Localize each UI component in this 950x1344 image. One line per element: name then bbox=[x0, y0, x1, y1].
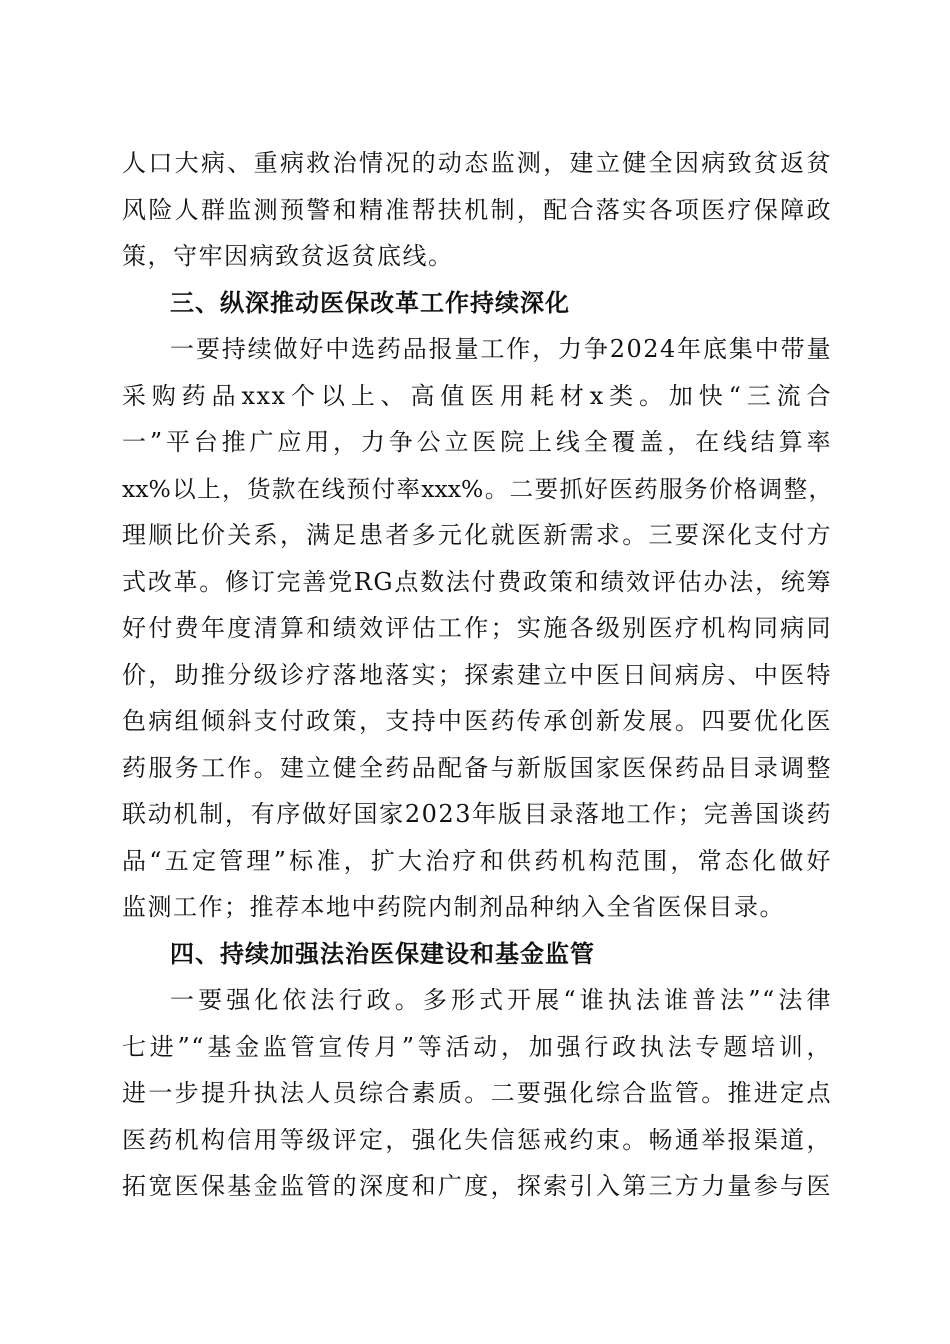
paragraph-line: 风险人群监测预警和精准帮扶机制，配合落实各项医疗保障政 bbox=[122, 195, 832, 224]
paragraph-line: 策，守牢因病致贫返贫底线。 bbox=[122, 242, 454, 270]
paragraph-line: 品“五定管理”标准，扩大治疗和供药机构范围，常态化做好 bbox=[122, 846, 832, 875]
paragraph-line: 进一步提升执法人员综合素质。二要强化综合监管。推进定点 bbox=[122, 1079, 832, 1107]
paragraph-line: 监测工作；推荐本地中药院内制剂品种纳入全省医保目录。 bbox=[122, 893, 785, 921]
paragraph-line: 拓宽医保基金监管的深度和广度，探索引入第三方力量参与医 bbox=[122, 1172, 832, 1200]
paragraph-line: xx%以上，货款在线预付率xxx%。二要抓好医药服务价格调整， bbox=[122, 474, 832, 503]
paragraph-line: 人口大病、重病救治情况的动态监测，建立健全因病致贫返贫 bbox=[122, 149, 832, 177]
paragraph-line: 七进”“基金监管宣传月”等活动，加强行政执法专题培训， bbox=[122, 1032, 832, 1061]
paragraph-line: 一”平台推广应用，力争公立医院上线全覆盖，在线结算率 bbox=[122, 428, 832, 456]
paragraph-first-line: 一要强化依法行政。多形式开展“谁执法谁普法”“法律 bbox=[170, 986, 832, 1014]
section-heading: 三、纵深推动医保改革工作持续深化 bbox=[170, 288, 570, 317]
paragraph-line: 色病组倾斜支付政策，支持中医药传承创新发展。四要优化医 bbox=[122, 707, 832, 735]
section-heading: 四、持续加强法治医保建设和基金监管 bbox=[170, 939, 595, 968]
paragraph-line: 联动机制，有序做好国家2023年版目录落地工作；完善国谈药 bbox=[122, 800, 832, 828]
paragraph-first-line: 一要持续做好中选药品报量工作，力争2024年底集中带量 bbox=[170, 335, 832, 363]
paragraph-line: 价，助推分级诊疗落地落实；探索建立中医日间病房、中医特 bbox=[122, 660, 832, 689]
document-body bbox=[122, 140, 832, 1210]
paragraph-line: 理顺比价关系，满足患者多元化就医新需求。三要深化支付方 bbox=[122, 521, 832, 549]
paragraph-line: 药服务工作。建立健全药品配备与新版国家医保药品目录调整 bbox=[122, 753, 832, 782]
paragraph-line: 采购药品xxx个以上、高值医用耗材x类。加快“三流合 bbox=[122, 381, 832, 410]
paragraph-line: 式改革。修订完善党RG点数法付费政策和绩效评估办法，统筹 bbox=[122, 567, 832, 596]
paragraph-line: 好付费年度清算和绩效评估工作；实施各级别医疗机构同病同 bbox=[122, 614, 832, 642]
paragraph-line: 医药机构信用等级评定，强化失信惩戒约束。畅通举报渠道， bbox=[122, 1125, 832, 1154]
